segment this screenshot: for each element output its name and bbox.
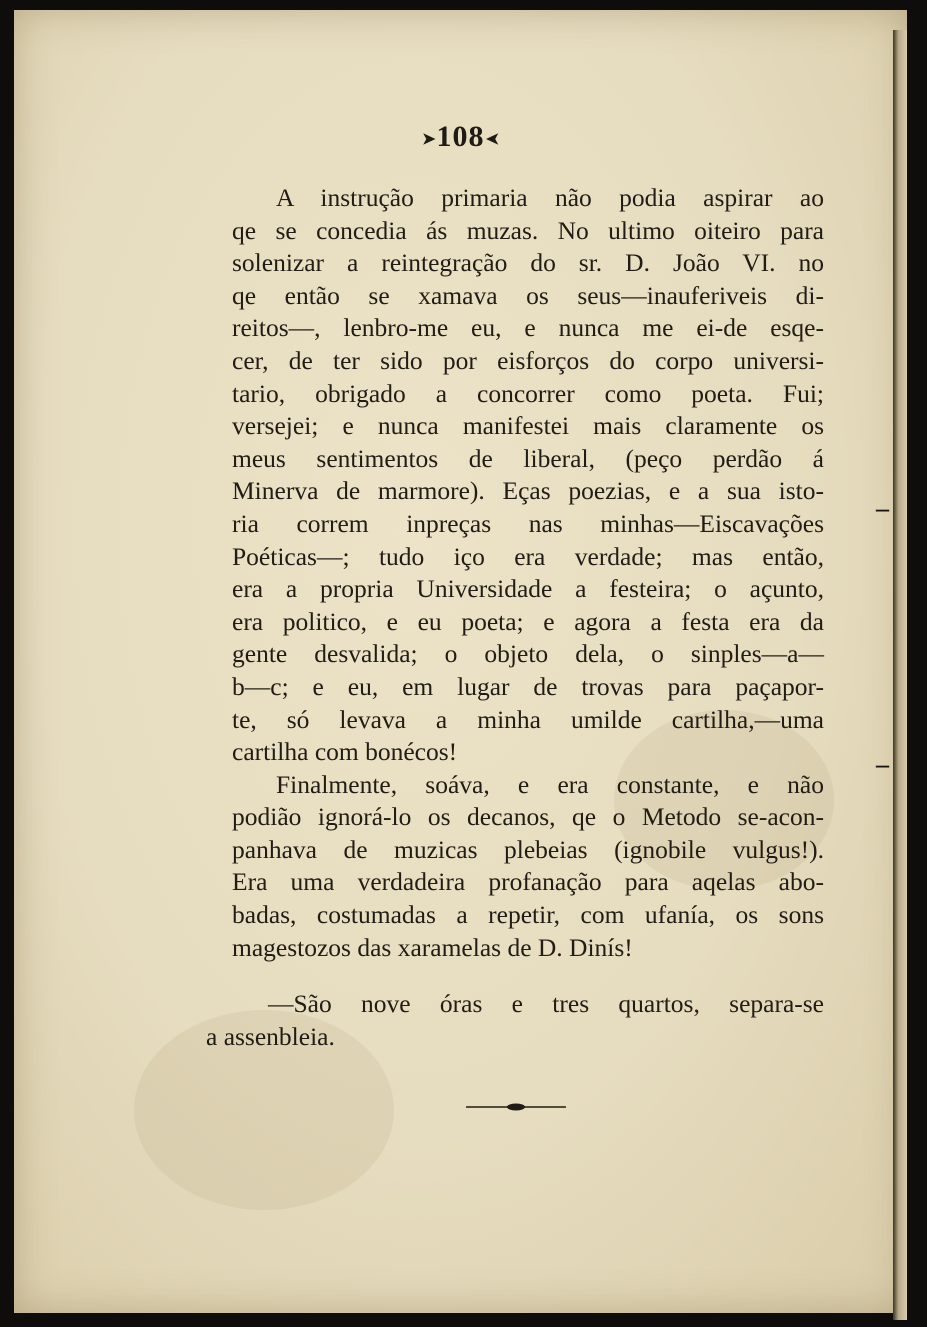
left-ornament-icon: ➤ — [422, 131, 437, 149]
text-line: Poéticas—; tudo iço era verdade; mas então, — [232, 541, 824, 571]
text-line: a assenbleia. — [206, 1021, 335, 1051]
text-line: gente desvalida; o objeto dela, o sinples—a— — [232, 639, 824, 669]
text-line: versejei; e nunca manifestei mais claramente os — [232, 411, 824, 441]
text-line: qe se concedia ás muzas. No ultimo oiteiro para — [232, 215, 824, 245]
text-line: badas, costumadas a repetir, com ufanía, os sons — [232, 900, 824, 930]
page-number-text: 108 — [436, 120, 485, 153]
book-page — [14, 10, 907, 1313]
text-line: panhava de muzicas plebeias (ignobile vulgus!). — [232, 834, 824, 864]
text-line: A instrução primaria não podia aspirar ao — [276, 183, 824, 212]
text-line: te, só levava a minha umilde cartilha,—uma — [232, 704, 824, 734]
text-line: tario, obrigado a concorrer como poeta. Fui; — [232, 378, 824, 408]
text-line: Minerva de marmore). Eças poezias, e a sua isto- — [232, 476, 824, 506]
page-edge — [893, 30, 907, 1320]
text-line: —São nove óras e tres quartos, separa-se — [268, 989, 824, 1019]
text-line: qe então se xamava os seus—inauferiveis di- — [232, 280, 824, 310]
ornament-divider — [466, 1102, 566, 1112]
text-line: b—c; e eu, em lugar de trovas para paçapor- — [232, 671, 824, 701]
paragraph-gap — [232, 964, 824, 988]
text-line: magestozos das xaramelas de D. Dinís! — [232, 932, 633, 962]
page-number — [14, 120, 907, 154]
text-line: meus sentimentos de liberal, (peço perdão á — [232, 443, 824, 473]
margin-mark: – — [876, 494, 889, 523]
margin-mark: – — [876, 750, 889, 779]
text-line: Era uma verdadeira profanação para aqelas abo- — [232, 867, 824, 897]
text-line: ria correm inpreças nas minhas—Eiscavações — [232, 508, 824, 538]
text-line: Finalmente, soáva, e era constante, e não — [276, 769, 824, 799]
body-text — [206, 182, 824, 1053]
text-line: era a propria Universidade a festeira; o açunto, — [232, 574, 824, 604]
text-line: cartilha com bonécos! — [232, 737, 458, 767]
text-line: era politico, e eu poeta; e agora a festa era da — [232, 606, 824, 636]
text-line: cer, de ter sido por eisforços do corpo universi- — [232, 345, 824, 375]
text-line: solenizar a reintegração do sr. D. João VI. no — [232, 248, 824, 278]
text-line: podião ignorá-lo os decanos, qe o Metodo se-acon- — [232, 802, 824, 832]
text-line: reitos—, lenbro-me eu, e nunca me ei-de esqe- — [232, 313, 824, 343]
right-ornament-icon: ➤ — [484, 131, 499, 149]
